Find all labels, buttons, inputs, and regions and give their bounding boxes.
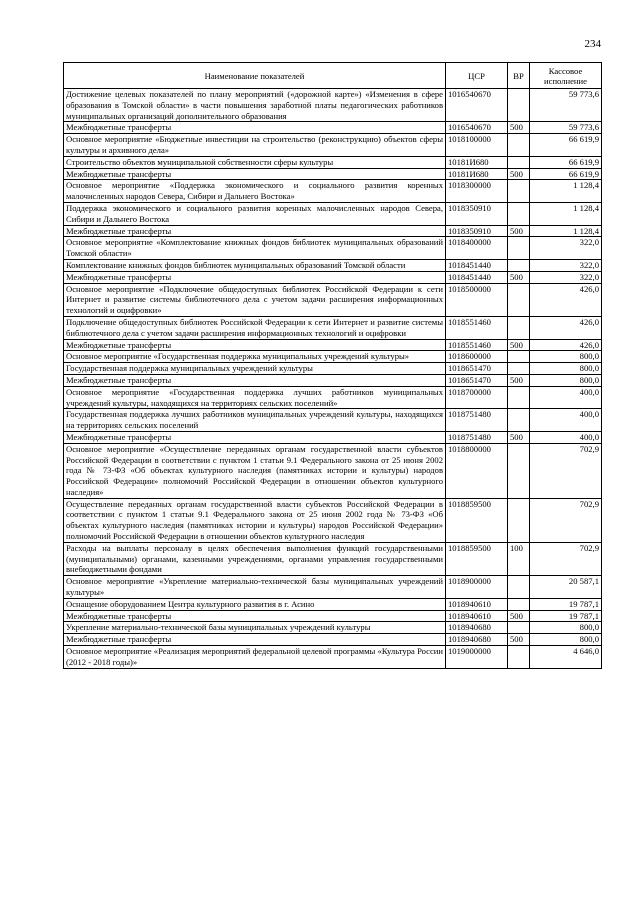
cell-csr: 1018551460 [446, 316, 508, 339]
table-row [64, 283, 602, 316]
cell-amount: 4 646,0 [530, 646, 602, 669]
cell-vr: 500 [508, 225, 530, 237]
cell-csr: 1018859500 [446, 542, 508, 575]
cell-amount: 322,0 [530, 259, 602, 271]
cell-amount: 800,0 [530, 374, 602, 386]
cell-name: Основное мероприятие «Подключение общедоступных библиотек Российской Федерации к сети Интернет и развитие системы библиотечного дела с учетом задачи расширения информационных технологий и оцифровки» [64, 283, 446, 316]
cell-csr: 1018751480 [446, 431, 508, 443]
cell-amount: 322,0 [530, 271, 602, 283]
header-csr: ЦСР [446, 63, 508, 89]
cell-amount: 1 128,4 [530, 180, 602, 203]
cell-amount: 800,0 [530, 622, 602, 634]
cell-name: Основное мероприятие «Поддержка экономического и социального развития коренных малочисленных народов Севера, Сибири и Дальнего Востока» [64, 180, 446, 203]
cell-amount: 800,0 [530, 634, 602, 646]
cell-name: Основное мероприятие «Реализация мероприятий федеральной целевой программы «Культура России (2012 - 2018 годы)» [64, 646, 446, 669]
cell-vr: 500 [508, 168, 530, 180]
cell-name: Основное мероприятие «Осуществление переданных органам государственной власти субъектов Российской Федерации в соответствии с пунктом 1 статьи 9.1 Федерального закона от 25 июня 2002 года № 73-ФЗ «Об объектах культурного наследия (памятниках истории и культуры) народов Российской Федерации» полномочий Российской Федерации в отношении объектов культурного наследия» [64, 443, 446, 498]
cell-csr: 10181И680 [446, 156, 508, 168]
cell-amount: 702,9 [530, 542, 602, 575]
cell-amount: 322,0 [530, 237, 602, 260]
table-row [64, 386, 602, 409]
table-row [64, 646, 602, 669]
table-row [64, 237, 602, 260]
cell-amount: 400,0 [530, 386, 602, 409]
cell-name: Государственная поддержка лучших работников муниципальных учреждений культуры, находящихся на территориях сельских поселений [64, 409, 446, 432]
table-row [64, 156, 602, 168]
cell-name: Осуществление переданных органам государственной власти субъектов Российской Федерации в соответствии с пунктом 1 статьи 9.1 Федерального закона от 25 июня 2002 года № 73-ФЗ «Об объектах культурного наследия (памятниках истории и культуры) народов Российской Федерации» полномочий Российской Федерации в отношении объектов культурного наследия [64, 498, 446, 542]
table-row [64, 363, 602, 375]
cell-csr: 1018940610 [446, 598, 508, 610]
cell-csr: 1018800000 [446, 443, 508, 498]
cell-vr [508, 576, 530, 599]
header-vr: ВР [508, 63, 530, 89]
cell-amount: 800,0 [530, 351, 602, 363]
cell-name: Основное мероприятие «Комплектование книжных фондов библиотек муниципальных образований Томской области» [64, 237, 446, 260]
cell-csr: 1018551460 [446, 339, 508, 351]
table-row [64, 351, 602, 363]
cell-vr [508, 351, 530, 363]
cell-amount: 59 773,6 [530, 122, 602, 134]
table-row [64, 259, 602, 271]
cell-name: Межбюджетные трансферты [64, 271, 446, 283]
cell-vr [508, 156, 530, 168]
cell-amount: 66 619,9 [530, 168, 602, 180]
cell-amount: 400,0 [530, 409, 602, 432]
cell-csr: 1018859500 [446, 498, 508, 542]
cell-vr: 500 [508, 122, 530, 134]
cell-name: Межбюджетные трансферты [64, 339, 446, 351]
cell-vr: 500 [508, 339, 530, 351]
cell-amount: 702,9 [530, 498, 602, 542]
cell-vr: 500 [508, 634, 530, 646]
cell-vr [508, 202, 530, 225]
table-row [64, 610, 602, 622]
table-row [64, 598, 602, 610]
cell-csr: 1018451440 [446, 271, 508, 283]
cell-vr [508, 316, 530, 339]
cell-vr: 500 [508, 610, 530, 622]
cell-amount: 19 787,1 [530, 598, 602, 610]
cell-vr [508, 89, 530, 122]
table-row [64, 622, 602, 634]
cell-amount: 400,0 [530, 431, 602, 443]
cell-name: Расходы на выплаты персоналу в целях обеспечения выполнения функций государственными (муниципальными) органами, казенными учреждениями, органами управления государственными внебюджетными фондами [64, 542, 446, 575]
cell-name: Основное мероприятие «Укрепление материально-технической базы муниципальных учреждений культуры» [64, 576, 446, 599]
cell-csr: 10181И680 [446, 168, 508, 180]
table-row [64, 134, 602, 157]
budget-execution-table [63, 62, 602, 669]
cell-vr: 500 [508, 431, 530, 443]
cell-vr [508, 237, 530, 260]
header-name: Наименование показателей [64, 63, 446, 89]
cell-csr: 1018700000 [446, 386, 508, 409]
cell-amount: 426,0 [530, 283, 602, 316]
cell-csr: 1018600000 [446, 351, 508, 363]
table-row [64, 443, 602, 498]
cell-amount: 426,0 [530, 316, 602, 339]
header-amount: Кассовое исполнение [530, 63, 602, 89]
table-row [64, 316, 602, 339]
cell-name: Государственная поддержка муниципальных учреждений культуры [64, 363, 446, 375]
cell-vr: 500 [508, 271, 530, 283]
cell-vr [508, 363, 530, 375]
cell-name: Поддержка экономического и социального развития коренных малочисленных народов Севера, Сибири и Дальнего Востока [64, 202, 446, 225]
cell-name: Оснащение оборудованием Центра культурного развития в г. Асино [64, 598, 446, 610]
cell-vr [508, 646, 530, 669]
cell-amount: 66 619,9 [530, 134, 602, 157]
cell-csr: 1018751480 [446, 409, 508, 432]
table-row [64, 168, 602, 180]
cell-vr [508, 622, 530, 634]
table-row [64, 409, 602, 432]
cell-name: Укрепление материально-технической базы муниципальных учреждений культуры [64, 622, 446, 634]
cell-name: Основное мероприятие «Государственная поддержка лучших работников муниципальных учреждений культуры, находящихся на территориях сельских поселений» [64, 386, 446, 409]
cell-csr: 1019000000 [446, 646, 508, 669]
cell-csr: 1018940680 [446, 634, 508, 646]
table-row [64, 202, 602, 225]
cell-amount: 59 773,6 [530, 89, 602, 122]
cell-amount: 1 128,4 [530, 202, 602, 225]
cell-vr [508, 409, 530, 432]
table-row [64, 180, 602, 203]
cell-name: Комплектование книжных фондов библиотек муниципальных образований Томской области [64, 259, 446, 271]
page-number: 234 [584, 38, 601, 50]
table-header-row [64, 63, 602, 89]
cell-amount: 66 619,9 [530, 156, 602, 168]
table-body [64, 89, 602, 669]
table-row [64, 634, 602, 646]
cell-name: Межбюджетные трансферты [64, 168, 446, 180]
cell-csr: 1018651470 [446, 374, 508, 386]
cell-csr: 1018940680 [446, 622, 508, 634]
cell-amount: 426,0 [530, 339, 602, 351]
cell-amount: 1 128,4 [530, 225, 602, 237]
cell-name: Межбюджетные трансферты [64, 610, 446, 622]
cell-name: Межбюджетные трансферты [64, 374, 446, 386]
cell-name: Строительство объектов муниципальной собственности сферы культуры [64, 156, 446, 168]
table-row [64, 431, 602, 443]
table-row [64, 89, 602, 122]
cell-csr: 1018400000 [446, 237, 508, 260]
cell-vr [508, 180, 530, 203]
table-row [64, 339, 602, 351]
cell-csr: 1018651470 [446, 363, 508, 375]
cell-vr: 500 [508, 374, 530, 386]
table-row [64, 542, 602, 575]
cell-name: Межбюджетные трансферты [64, 634, 446, 646]
cell-csr: 1018500000 [446, 283, 508, 316]
cell-name: Межбюджетные трансферты [64, 225, 446, 237]
table-row [64, 225, 602, 237]
cell-name: Основное мероприятие «Государственная поддержка муниципальных учреждений культуры» [64, 351, 446, 363]
cell-name: Межбюджетные трансферты [64, 122, 446, 134]
table-row [64, 576, 602, 599]
cell-vr [508, 259, 530, 271]
cell-csr: 1018940610 [446, 610, 508, 622]
cell-vr [508, 443, 530, 498]
table-row [64, 374, 602, 386]
table-row [64, 498, 602, 542]
cell-name: Достижение целевых показателей по плану мероприятий («дорожной карте») «Изменения в сфере образования в Томской области» в части повышения заработной платы педагогических работников муниципальных организаций дополнительного образования [64, 89, 446, 122]
cell-name: Подключение общедоступных библиотек Российской Федерации к сети Интернет и развитие системы библиотечного дела с учетом задачи расширения информационных технологий и оцифровки [64, 316, 446, 339]
cell-vr [508, 386, 530, 409]
cell-csr: 1016540670 [446, 122, 508, 134]
cell-csr: 1018350910 [446, 225, 508, 237]
cell-name: Основное мероприятие «Бюджетные инвестиции на строительство (реконструкцию) объектов сферы культуры и архивного дела» [64, 134, 446, 157]
cell-csr: 1018100000 [446, 134, 508, 157]
cell-vr [508, 498, 530, 542]
cell-amount: 19 787,1 [530, 610, 602, 622]
cell-amount: 20 587,1 [530, 576, 602, 599]
cell-vr [508, 134, 530, 157]
cell-csr: 1018350910 [446, 202, 508, 225]
cell-vr: 100 [508, 542, 530, 575]
cell-csr: 1016540670 [446, 89, 508, 122]
cell-csr: 1018300000 [446, 180, 508, 203]
cell-csr: 1018900000 [446, 576, 508, 599]
table-row [64, 271, 602, 283]
cell-csr: 1018451440 [446, 259, 508, 271]
table-row [64, 122, 602, 134]
cell-amount: 800,0 [530, 363, 602, 375]
cell-name: Межбюджетные трансферты [64, 431, 446, 443]
cell-vr [508, 598, 530, 610]
cell-vr [508, 283, 530, 316]
cell-amount: 702,9 [530, 443, 602, 498]
